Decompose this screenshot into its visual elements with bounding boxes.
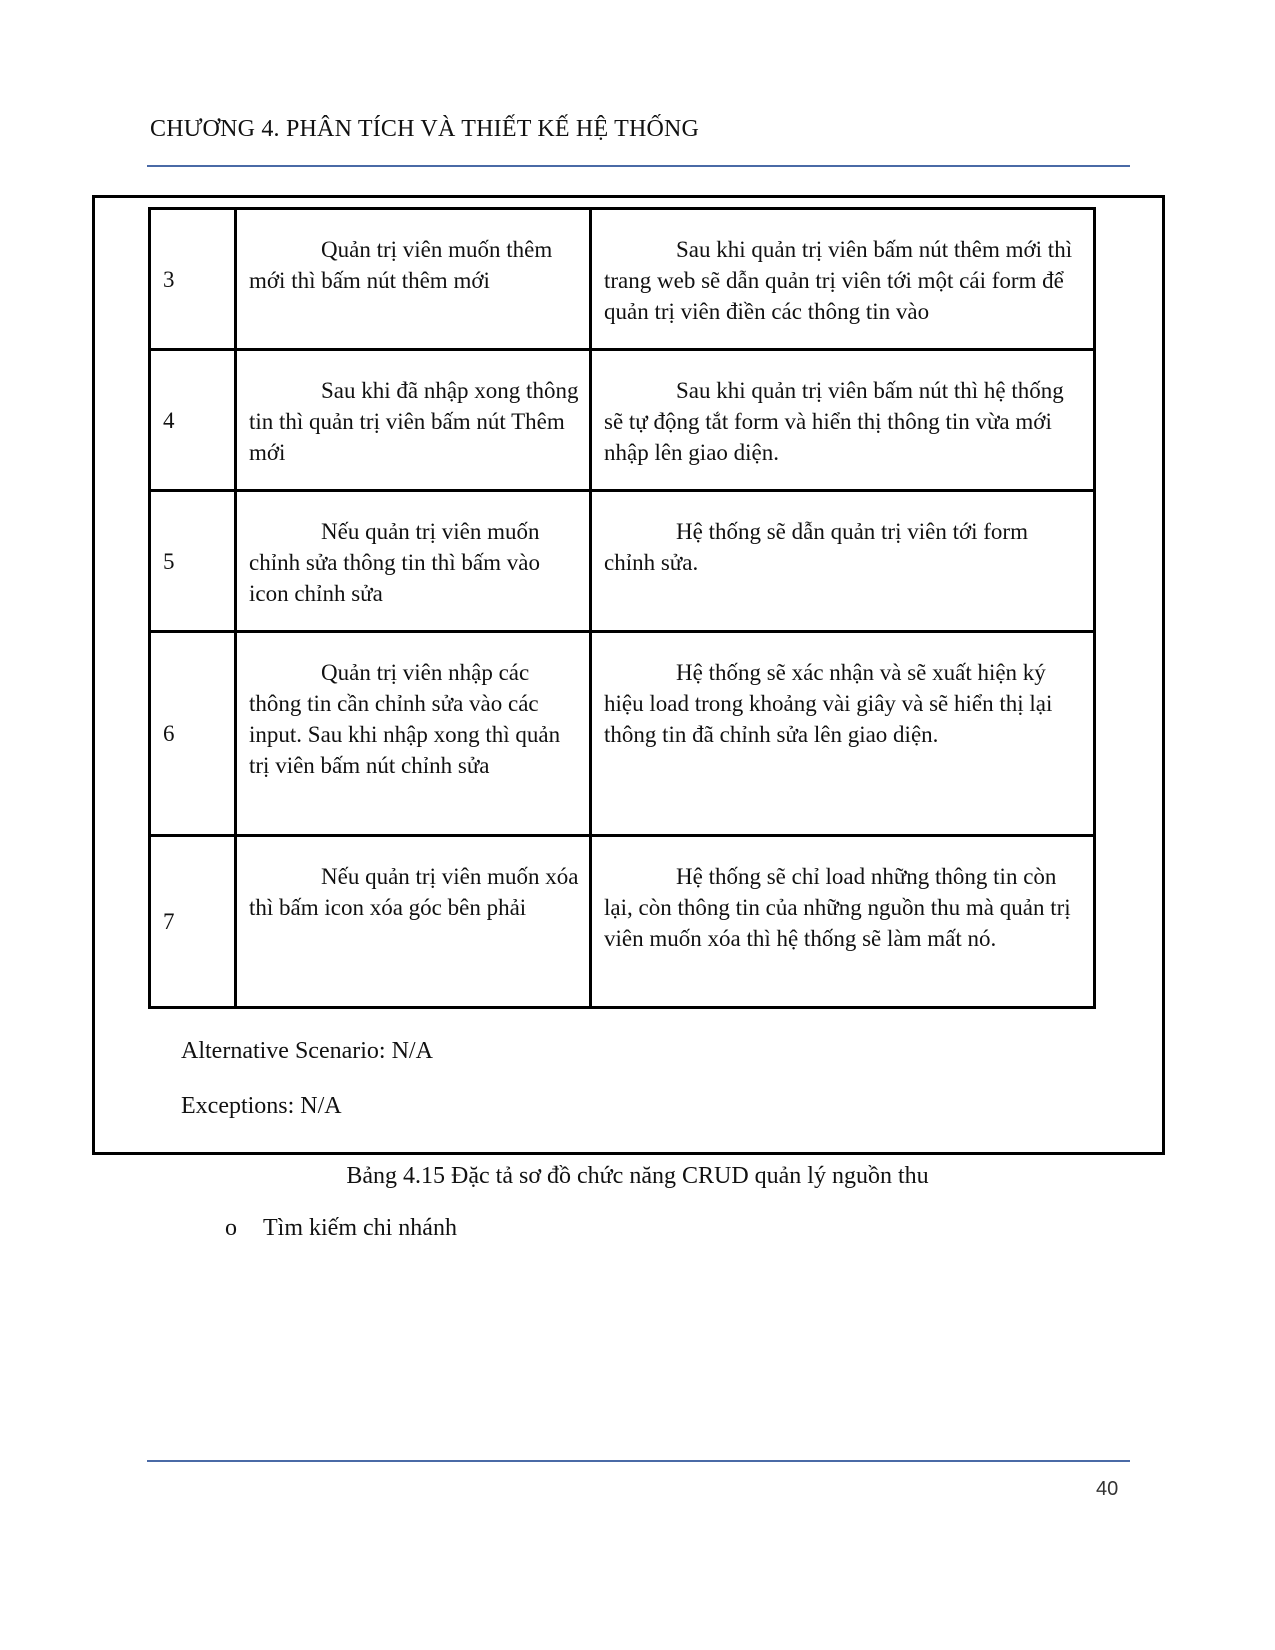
exceptions-text: Exceptions: N/A: [181, 1093, 342, 1119]
system-response-text: Hệ thống sẽ xác nhận và sẽ xuất hiện ký hiệu load trong khoảng vài giây và sẽ hiển thị lại thông tin đã chỉnh sửa lên giao diện.: [604, 660, 1053, 747]
system-response-cell: [591, 491, 1095, 632]
step-number: 7: [150, 836, 236, 1008]
chapter-header-title: CHƯƠNG 4. PHÂN TÍCH VÀ THIẾT KẾ HỆ THỐNG: [150, 116, 700, 142]
table-row: [150, 836, 1095, 1008]
system-response-cell: [591, 350, 1095, 491]
actor-action-text: Quản trị viên muốn thêm mới thì bấm nút thêm mới: [249, 237, 553, 293]
actor-action-text: Nếu quản trị viên muốn xóa thì bấm icon xóa góc bên phải: [249, 864, 579, 920]
alternative-scenario-text: Alternative Scenario: N/A: [181, 1038, 433, 1064]
system-response-text: Sau khi quản trị viên bấm nút thì hệ thống sẽ tự động tắt form và hiển thị thông tin vừa mới nhập lên giao diện.: [604, 378, 1064, 465]
step-number: 3: [150, 209, 236, 350]
step-number: 4: [150, 350, 236, 491]
page-number: 40: [1096, 1478, 1119, 1500]
system-response-text: Hệ thống sẽ dẫn quản trị viên tới form chỉnh sửa.: [604, 519, 1028, 575]
table-caption: Bảng 4.15 Đặc tả sơ đồ chức năng CRUD quản lý nguồn thu: [346, 1163, 929, 1189]
table-row: [150, 209, 1095, 350]
header-rule: [147, 165, 1130, 167]
step-number: 6: [150, 632, 236, 836]
table-row: [150, 350, 1095, 491]
actor-action-cell: [236, 491, 591, 632]
step-number: 5: [150, 491, 236, 632]
bullet-item: [225, 1215, 457, 1242]
footer-rule: [147, 1460, 1130, 1462]
system-response-cell: [591, 209, 1095, 350]
actor-action-cell: [236, 836, 591, 1008]
bullet-text: Tìm kiếm chi nhánh: [263, 1215, 457, 1241]
scenario-steps-table: [148, 207, 1096, 1009]
system-response-text: Sau khi quản trị viên bấm nút thêm mới thì trang web sẽ dẫn quản trị viên tới một cái form để quản trị viên điền các thông tin vào: [604, 237, 1073, 324]
table-row: [150, 632, 1095, 836]
system-response-cell: [591, 632, 1095, 836]
actor-action-text: Nếu quản trị viên muốn chỉnh sửa thông tin thì bấm vào icon chỉnh sửa: [249, 519, 540, 606]
system-response-cell: [591, 836, 1095, 1008]
actor-action-text: Quản trị viên nhập các thông tin cần chỉnh sửa vào các input. Sau khi nhập xong thì quản trị viên bấm nút chỉnh sửa: [249, 660, 561, 778]
actor-action-text: Sau khi đã nhập xong thông tin thì quản trị viên bấm nút Thêm mới: [249, 378, 579, 465]
actor-action-cell: [236, 209, 591, 350]
bullet-marker: o: [225, 1215, 237, 1241]
table-row: [150, 491, 1095, 632]
actor-action-cell: [236, 350, 591, 491]
system-response-text: Hệ thống sẽ chỉ load những thông tin còn lại, còn thông tin của những nguồn thu mà quản trị viên muốn xóa thì hệ thống sẽ làm mất nó.: [604, 864, 1071, 951]
actor-action-cell: [236, 632, 591, 836]
